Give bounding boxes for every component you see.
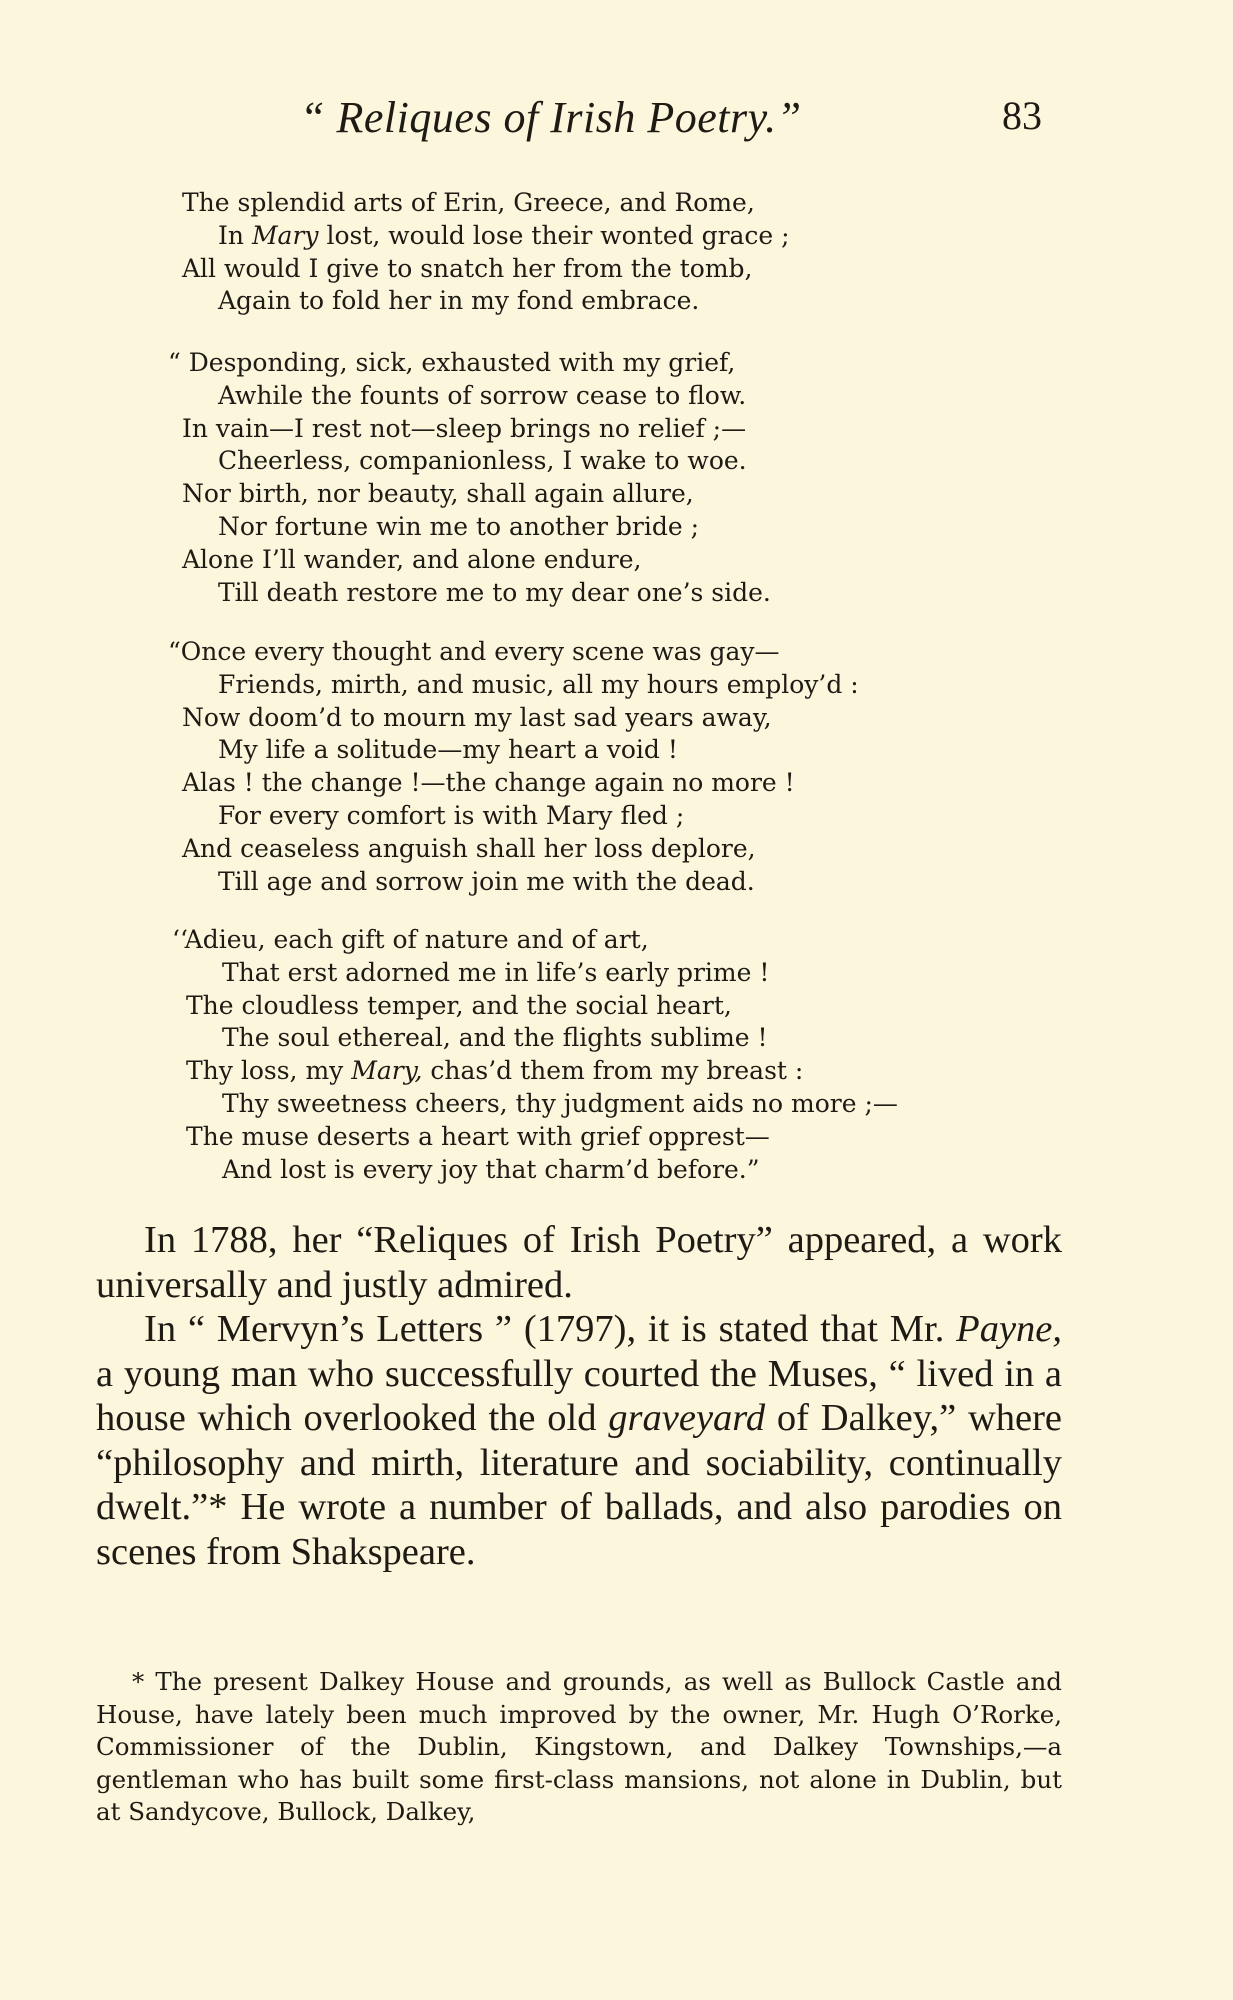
poem-line: And lost is every joy that charm’d before.”: [222, 1154, 760, 1184]
poem-line: Awhile the founts of sorrow cease to flow.: [218, 380, 747, 410]
running-title: “ Reliques of Irish Poetry.”: [300, 93, 802, 142]
poem-line: “Once every thought and every scene was gay—: [168, 637, 780, 666]
poem-line: Cheerless, companionless, I wake to woe.: [218, 446, 747, 476]
poem-stanza-3: [168, 636, 1082, 898]
poem-line: And ceaseless anguish shall her loss deplore,: [182, 833, 756, 863]
poem-line: Nor birth, nor beauty, shall again allure,: [182, 479, 694, 509]
emphasis: Mary: [251, 220, 319, 250]
running-head: [0, 92, 1233, 152]
paragraph: In “ Mervyn’s Letters ” (1797), it is stated that Mr. Payne, a young man who successfully courted the Muses, “ lived in a house which overlooked the old graveyard of Dalkey,” where “philosophy and mirth, literature and sociability, continually dwelt.”* He wrote a number of ballads, and also parodies on scenes from Shakspeare.: [96, 1308, 1062, 1573]
footnote: [96, 1666, 1062, 1829]
poem-line: Again to fold her in my fond embrace.: [218, 286, 700, 316]
poem-line: Alone I’ll wander, and alone endure,: [182, 544, 642, 574]
poem-line: Till death restore me to my dear one’s side.: [218, 577, 771, 607]
poem-line: Thy loss, my Mary, chas’d them from my breast :: [186, 1056, 804, 1086]
poem-line: That erst adorned me in life’s early prime !: [222, 957, 770, 987]
poem-line: ‘‘Adieu, each gift of nature and of art,: [172, 925, 649, 954]
poem-line: All would I give to snatch her from the tomb,: [182, 253, 753, 283]
poem-stanza-1: [182, 187, 1082, 318]
poem-line: The soul ethereal, and the flights sublime !: [222, 1023, 768, 1053]
poem-line: “ Desponding, sick, exhausted with my grief,: [168, 348, 736, 377]
emphasis: graveyard: [608, 1397, 766, 1439]
poem-line: Thy sweetness cheers, thy judgment aids no more ;—: [222, 1088, 898, 1118]
poem-line: In vain—I rest not—sleep brings no relief ;—: [182, 413, 747, 443]
paragraph: In 1788, her “Reliques of Irish Poetry” appeared, a work universally and justly admired.: [96, 1219, 1062, 1306]
footnote-text: * The present Dalkey House and grounds, as well as Bullock Castle and House, have lately been much improved by the owner, Mr. Hugh O’Rorke, Commissioner of the Dublin, Kingstown, and Dalkey Townships,—a gentleman who has built some first-class mansions, not alone in Dublin, but at Sandycove, Bullock, Dalkey,: [96, 1667, 1062, 1827]
poem-line: Now doom’d to mourn my last sad years away,: [182, 702, 772, 732]
poem-line: The muse deserts a heart with grief opprest—: [186, 1121, 770, 1151]
poem-line: For every comfort is with Mary fled ;: [218, 800, 685, 830]
emphasis: Payne,: [956, 1308, 1062, 1350]
emphasis: Mary,: [351, 1056, 423, 1086]
body-text: [96, 1218, 1062, 1574]
page-number: 83: [1002, 93, 1042, 138]
poem-line: Friends, mirth, and music, all my hours employ’d :: [218, 669, 859, 699]
poem-line: The splendid arts of Erin, Greece, and Rome,: [182, 188, 755, 217]
poem-stanza-4: [172, 924, 1086, 1186]
poem-line: In Mary lost, would lose their wonted grace ;: [218, 220, 790, 250]
poem-line: Till age and sorrow join me with the dead.: [218, 866, 755, 896]
poem-stanza-2: [168, 347, 1082, 609]
poem-line: Nor fortune win me to another bride ;: [218, 511, 700, 541]
poem-line: Alas ! the change !—the change again no more !: [182, 768, 795, 798]
footnote-divider: [370, 1634, 860, 1635]
poem-line: The cloudless temper, and the social heart,: [186, 990, 732, 1020]
poem-line: My life a solitude—my heart a void !: [218, 735, 678, 765]
